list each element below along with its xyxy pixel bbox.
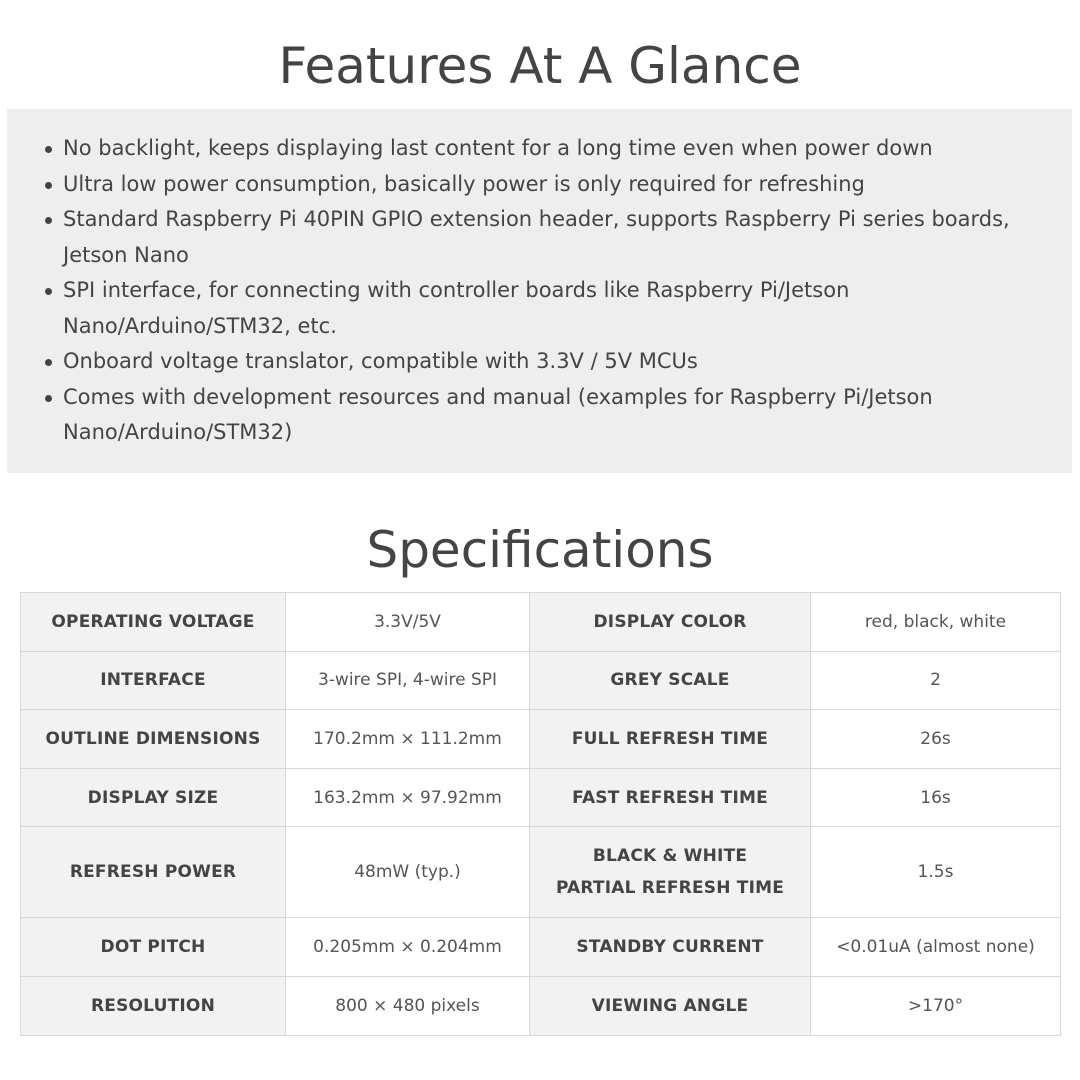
specifications-title: Specifications [366, 521, 714, 579]
spec-key: GREY SCALE [530, 651, 811, 710]
feature-item: Standard Raspberry Pi 40PIN GPIO extension header, supports Raspberry Pi series boards, Jetson Nano [45, 202, 1025, 273]
spec-value: red, black, white [811, 593, 1061, 652]
table-row [21, 827, 1061, 918]
spec-key: STANDBY CURRENT [530, 918, 811, 977]
spec-key-line: BLACK & WHITE [592, 846, 748, 867]
spec-value: 3.3V/5V [286, 593, 530, 652]
spec-key: REFRESH POWER [21, 827, 286, 918]
spec-key: DISPLAY SIZE [21, 768, 286, 827]
spec-key: DISPLAY COLOR [530, 593, 811, 652]
spec-value: >170° [811, 976, 1061, 1035]
feature-item: No backlight, keeps displaying last content for a long time even when power down [45, 131, 1025, 167]
spec-value: 0.205mm × 0.204mm [286, 918, 530, 977]
spec-value: 1.5s [811, 827, 1061, 918]
spec-value: 170.2mm × 111.2mm [286, 710, 530, 769]
spec-key: RESOLUTION [21, 976, 286, 1035]
spec-value: <0.01uA (almost none) [811, 918, 1061, 977]
specifications-table [20, 592, 1061, 1036]
features-title: Features At A Glance [278, 37, 802, 95]
spec-value: 2 [811, 651, 1061, 710]
feature-item: Onboard voltage translator, compatible with 3.3V / 5V MCUs [45, 344, 1025, 380]
spec-key-line: PARTIAL REFRESH TIME [555, 878, 785, 899]
spec-key: OPERATING VOLTAGE [21, 593, 286, 652]
table-row [21, 918, 1061, 977]
features-panel [7, 109, 1072, 473]
feature-item: Comes with development resources and manual (examples for Raspberry Pi/Jetson Nano/Arduino/STM32) [45, 380, 1025, 451]
table-row [21, 768, 1061, 827]
features-list [45, 131, 1025, 451]
spec-key: FAST REFRESH TIME [530, 768, 811, 827]
spec-key: FULL REFRESH TIME [530, 710, 811, 769]
table-row [21, 593, 1061, 652]
spec-key: DOT PITCH [21, 918, 286, 977]
spec-value: 800 × 480 pixels [286, 976, 530, 1035]
spec-value: 16s [811, 768, 1061, 827]
spec-key: VIEWING ANGLE [530, 976, 811, 1035]
spec-value: 26s [811, 710, 1061, 769]
feature-item: Ultra low power consumption, basically power is only required for refreshing [45, 167, 1025, 203]
table-row [21, 976, 1061, 1035]
spec-value: 163.2mm × 97.92mm [286, 768, 530, 827]
spec-value: 48mW (typ.) [286, 827, 530, 918]
spec-key [530, 827, 811, 918]
table-row [21, 710, 1061, 769]
table-row [21, 651, 1061, 710]
spec-key: OUTLINE DIMENSIONS [21, 710, 286, 769]
spec-value: 3-wire SPI, 4-wire SPI [286, 651, 530, 710]
feature-item: SPI interface, for connecting with controller boards like Raspberry Pi/Jetson Nano/Arduino/STM32, etc. [45, 273, 1025, 344]
spec-key: INTERFACE [21, 651, 286, 710]
